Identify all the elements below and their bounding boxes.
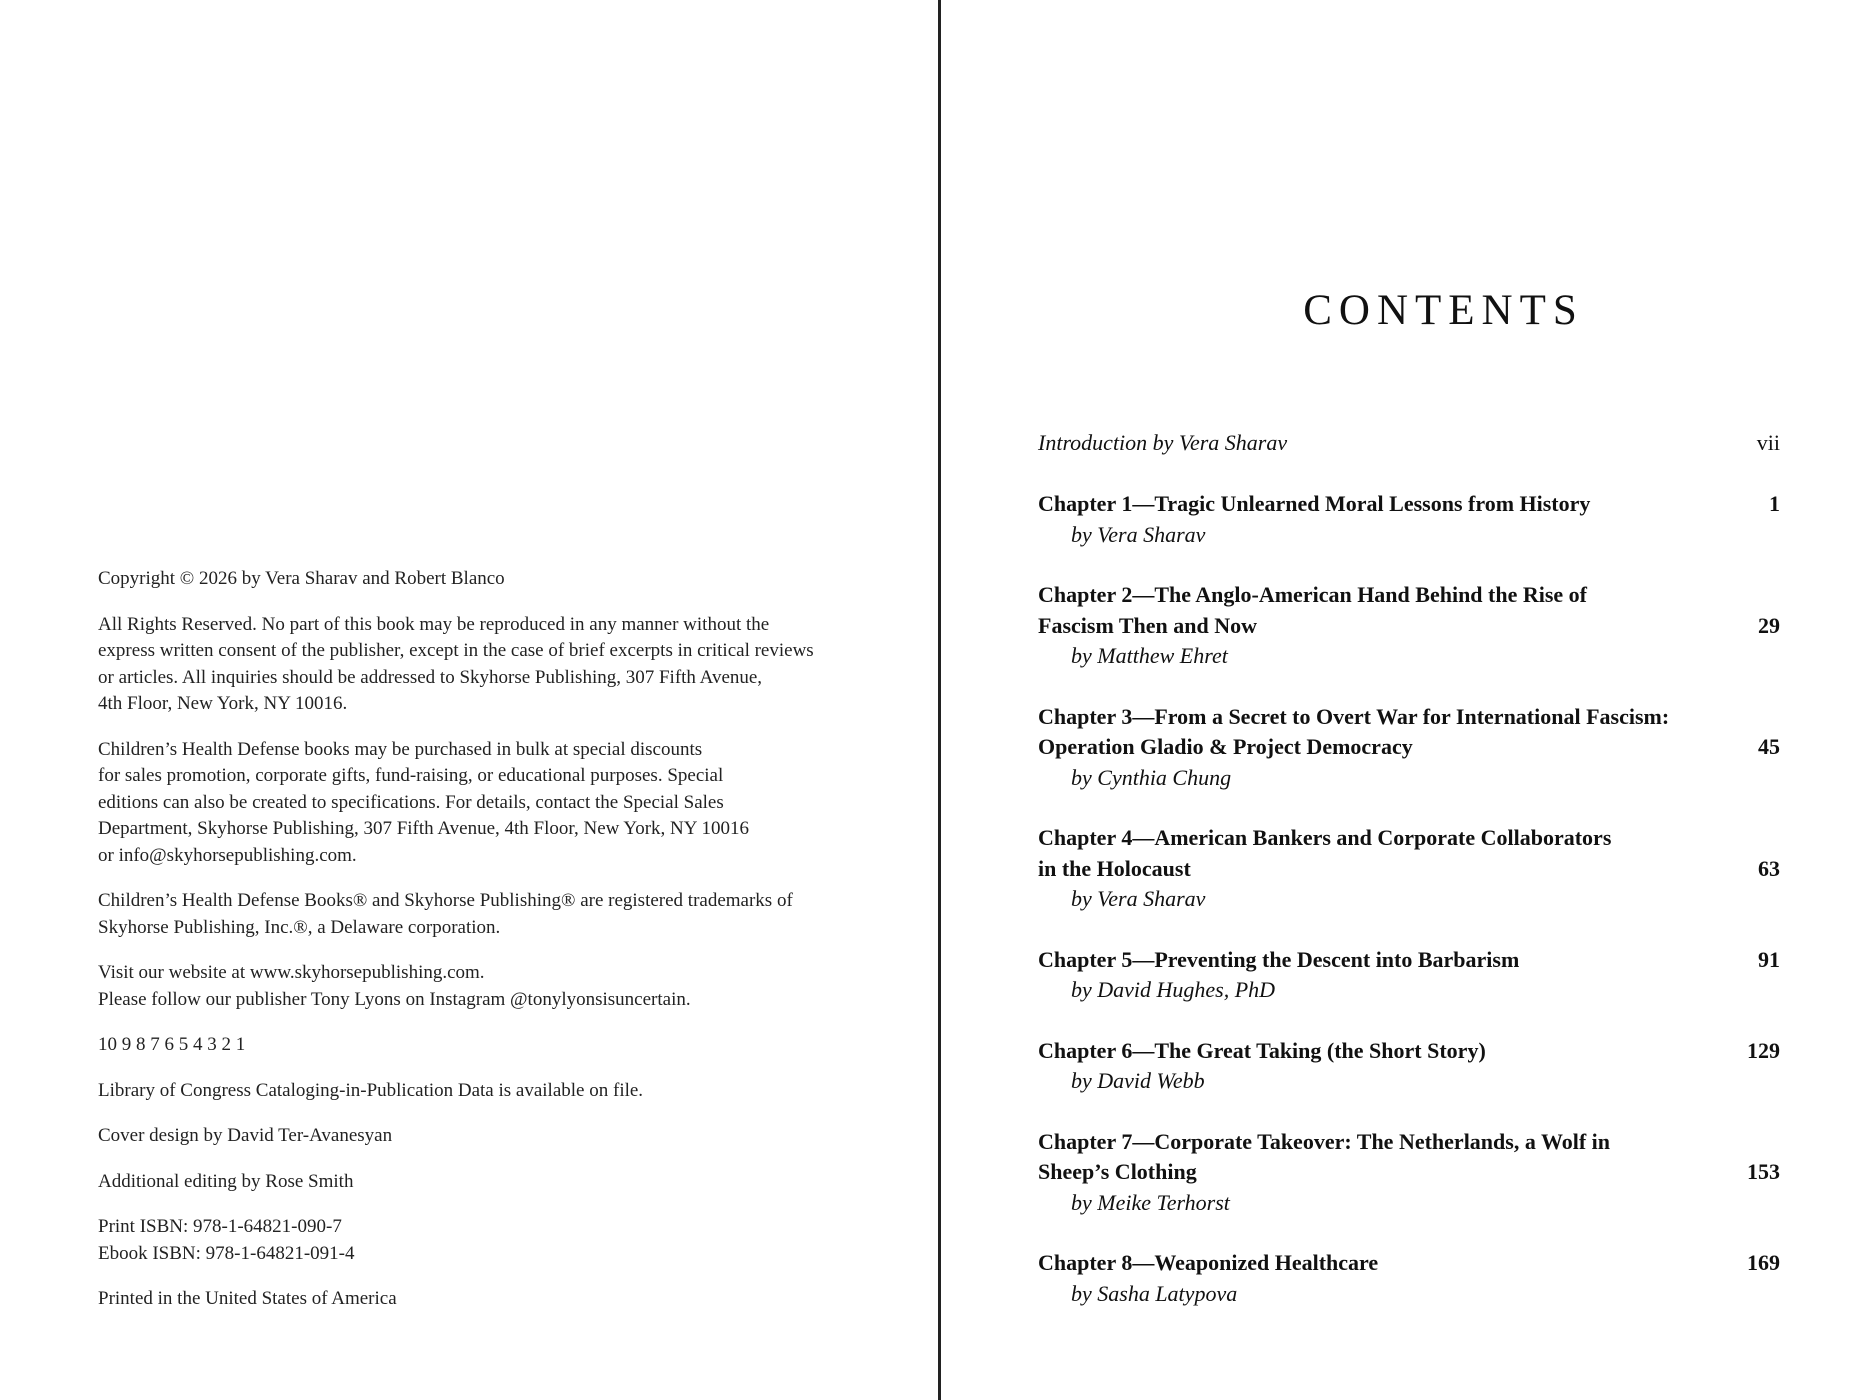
copyright-paragraph [98,612,858,718]
copyright-line: for sales promotion, corporate gifts, fund-raising, or educational purposes. Special [98,765,724,786]
copyright-paragraph [98,888,858,941]
toc-chapter-entry[interactable] [1038,1248,1780,1309]
toc-page-number: 129 [1747,1037,1780,1063]
toc-chapter-title: Chapter 3—From a Secret to Overt War for International Fascism: [1038,703,1670,729]
toc-page-number: 91 [1758,946,1780,972]
toc-chapter-entry[interactable] [1038,823,1780,915]
toc-introduction-entry[interactable] [1038,428,1780,458]
toc-chapter-entry[interactable] [1038,580,1780,672]
toc-chapter-author: by David Webb [1071,1068,1205,1093]
toc-page-number: 1 [1769,491,1780,516]
toc-chapter-title: Fascism Then and Now [1038,612,1258,638]
toc-page-number: 63 [1758,855,1780,881]
toc-chapter-title: Sheep’s Clothing [1038,1159,1197,1184]
toc-chapter-title: Chapter 5—Preventing the Descent into Barbarism [1038,946,1520,972]
copyright-line: Skyhorse Publishing, Inc.®, a Delaware corporation. [98,916,501,938]
toc-chapter-list [1038,489,1780,1309]
toc-chapter-title: Chapter 7—Corporate Takeover: The Netherlands, a Wolf in [1038,1128,1611,1154]
copyright-line: Print ISBN: 978-1-64821-090-7 [98,1216,342,1237]
copyright-paragraph [98,1169,858,1196]
toc-chapter-author: by Vera Sharav [1071,521,1206,547]
toc-chapter-entry[interactable] [1038,1127,1780,1219]
toc-chapter-author: by Sasha Latypova [1071,1280,1238,1306]
copyright-line: 10 9 8 7 6 5 4 3 2 1 [98,1034,246,1055]
copyright-paragraph [98,566,858,593]
toc-chapter-entry[interactable] [1038,945,1780,1006]
copyright-paragraph [98,1078,858,1105]
copyright-line: Visit our website at www.skyhorsepublishing.com. [98,962,485,983]
toc-chapter-author: by Cynthia Chung [1071,764,1232,790]
toc-chapter-title: Operation Gladio & Project Democracy [1038,734,1413,759]
copyright-paragraph [98,1032,858,1059]
toc-page-number: 153 [1747,1159,1780,1184]
toc-chapter-title: Chapter 4—American Bankers and Corporate Collaborators [1038,825,1612,850]
toc-chapter-author: by Matthew Ehret [1071,643,1228,668]
toc-chapter-entry[interactable] [1038,702,1780,794]
copyright-line: Library of Congress Cataloging-in-Publication Data is available on file. [98,1079,644,1101]
copyright-line: Ebook ISBN: 978-1-64821-091-4 [98,1242,355,1264]
copyright-paragraph [98,960,858,1013]
toc-chapter-author: by David Hughes, PhD [1071,977,1276,1002]
contents-page [941,0,1866,1400]
copyright-line: Please follow our publisher Tony Lyons on Instagram @tonylyonsisuncertain. [98,988,691,1010]
toc-chapter-title: Chapter 2—The Anglo-American Hand Behind the Rise of [1038,582,1588,607]
copyright-line: Department, Skyhorse Publishing, 307 Fifth Avenue, 4th Floor, New York, NY 10016 [98,818,750,839]
toc-chapter-author: by Vera Sharav [1071,886,1206,911]
copyright-paragraph [98,1286,858,1313]
copyright-line: 4th Floor, New York, NY 10016. [98,693,348,714]
copyright-line: Cover design by David Ter-Avanesyan [98,1125,393,1146]
copyright-line: express written consent of the publisher, except in the case of brief excerpts in critical reviews [98,640,814,661]
copyright-line: or info@skyhorsepublishing.com. [98,844,357,866]
table-of-contents [1038,428,1780,1339]
toc-chapter-title: Chapter 6—The Great Taking (the Short Story) [1038,1037,1486,1063]
toc-chapter-title: in the Holocaust [1038,855,1191,881]
toc-chapter-title: Chapter 1—Tragic Unlearned Moral Lessons from History [1038,491,1591,516]
copyright-line: Printed in the United States of America [98,1288,397,1309]
toc-chapter-author: by Meike Terhorst [1071,1189,1230,1215]
toc-page-number: 169 [1747,1250,1780,1275]
toc-page-number: 45 [1758,734,1780,759]
copyright-line: Children’s Health Defense Books® and Skyhorse Publishing® are registered trademarks of [98,890,793,911]
copyright-line: Children’s Health Defense books may be purchased in bulk at special discounts [98,738,703,760]
copyright-text-block [98,566,858,1332]
toc-introduction-label: Introduction by Vera Sharav [1038,430,1288,455]
copyright-line: All Rights Reserved. No part of this book may be reproduced in any manner without the [98,613,770,635]
toc-page-number: vii [1756,430,1780,455]
copyright-line: or articles. All inquiries should be addressed to Skyhorse Publishing, 307 Fifth Avenue, [98,666,763,688]
toc-chapter-entry[interactable] [1038,489,1780,550]
copyright-line: editions can also be created to specifications. For details, contact the Special Sales [98,791,724,813]
copyright-line: Copyright © 2026 by Vera Sharav and Robert Blanco [98,568,505,589]
copyright-paragraph [98,737,858,870]
toc-chapter-title: Chapter 8—Weaponized Healthcare [1038,1250,1379,1275]
copyright-line: Additional editing by Rose Smith [98,1170,354,1192]
copyright-paragraph [98,1214,858,1267]
copyright-paragraph [98,1123,858,1150]
contents-title: CONTENTS [1303,287,1584,334]
toc-chapter-entry[interactable] [1038,1036,1780,1097]
toc-page-number: 29 [1758,612,1780,638]
